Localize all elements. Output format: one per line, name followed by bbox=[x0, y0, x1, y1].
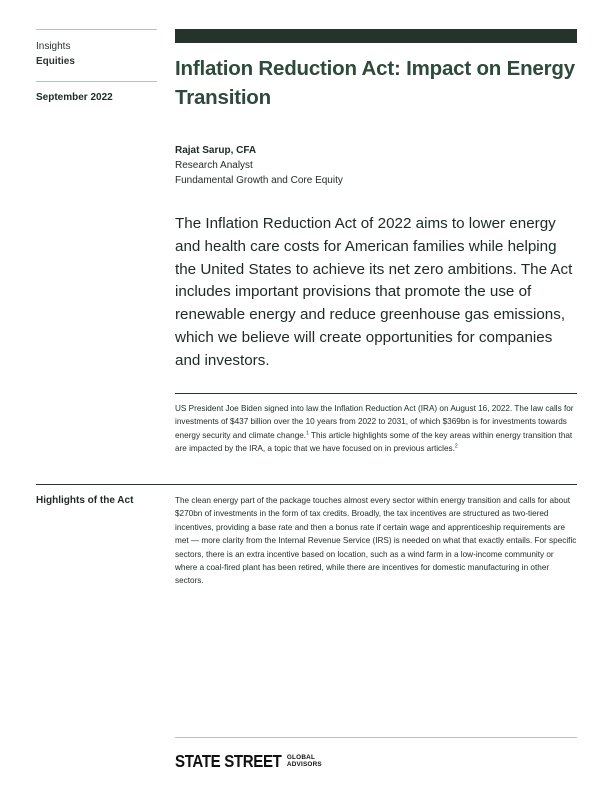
subcategory-label: Equities bbox=[36, 56, 75, 67]
section-heading-highlights: Highlights of the Act bbox=[36, 495, 134, 506]
lede-paragraph: The Inflation Reduction Act of 2022 aims to lower energy and health care costs for American families while helping the United States to achieve its net zero ambitions. The Act includes important provisions that promote the use of renewable energy and reduce greenhouse gas emissions, which we believe will create opportunities for companies and investors. bbox=[175, 215, 573, 369]
intro-paragraph bbox=[175, 402, 577, 456]
intro-text-2: This article highlights some of the key areas within energy transition that are impacted by the IRA, a topic that we have focused on in previous articles. bbox=[175, 430, 573, 454]
section-rule bbox=[36, 484, 577, 485]
publication-date: September 2022 bbox=[36, 92, 113, 103]
logo-sub-line-1: GLOBAL bbox=[286, 754, 316, 761]
intro-text-1: US President Joe Biden signed into law the Inflation Reduction Act (IRA) on August 16, 2022. The law calls for investments of $437 billion over the 10 years from 2022 to 2031, of which $369bn is for investments towards energy security and climate change. bbox=[175, 404, 574, 440]
logo-sub-line-2: ADVISORS bbox=[286, 761, 322, 768]
sidebar-mid-rule bbox=[36, 81, 157, 82]
author-name: Rajat Sarup, CFA bbox=[175, 145, 257, 156]
author-role: Research Analyst bbox=[175, 160, 253, 171]
page-title: Inflation Reduction Act: Impact on Energy Transition bbox=[175, 57, 575, 109]
category-label: Insights bbox=[36, 41, 71, 52]
footnote-ref-2: 2 bbox=[454, 443, 458, 450]
highlights-paragraph: The clean energy part of the package touches almost every sector within energy transition and calls for about $270bn of investments in the form of tax credits. Broadly, the tax incentives are structured as two-tiered incentives, providing a base rate and then a bonus rate if certain wage and apprenticeship requirements are met — more clarity from the Internal Revenue Service (IRS) is needed on what that exactly entails. For specific sectors, there is an extra incentive based on location, such as a wind farm in a low-income community or where a coal-fired plant has been retired, while there are incentives for domestic manufacturing in other sectors. bbox=[175, 496, 577, 586]
state-street-logo bbox=[175, 749, 322, 773]
author-block bbox=[175, 143, 343, 188]
intro-rule bbox=[175, 393, 577, 394]
sidebar-category bbox=[36, 39, 75, 69]
logo-subtext bbox=[287, 754, 322, 768]
logo-wordmark: STATE STREET bbox=[175, 750, 282, 771]
footer-rule bbox=[175, 737, 577, 738]
author-team: Fundamental Growth and Core Equity bbox=[175, 175, 343, 186]
sidebar-top-rule bbox=[36, 29, 157, 30]
footnote-ref-1: 1 bbox=[306, 430, 309, 437]
header-accent-bar bbox=[175, 29, 577, 43]
